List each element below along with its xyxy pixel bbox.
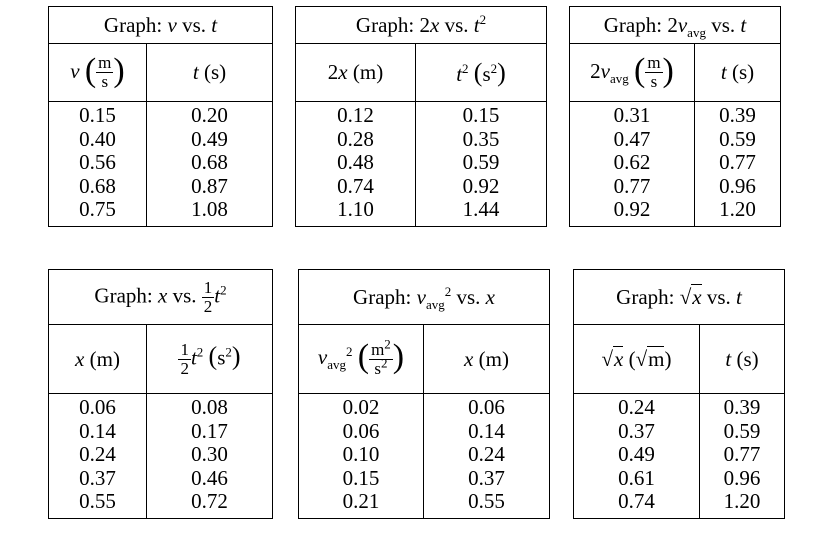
- column-values-half-t2: 0.08 0.17 0.30 0.46 0.72: [147, 394, 273, 519]
- column-values-2x: 0.12 0.28 0.48 0.74 1.10: [296, 102, 416, 227]
- table-vavg2-vs-x: [298, 269, 550, 519]
- table-title: Graph: 2x vs. $t^2$: [296, 7, 547, 44]
- table-2vavg-vs-t: [569, 6, 781, 227]
- table-sqrtx-vs-t: [573, 269, 785, 519]
- table-title: Graph: $v_{avg}^2$ vs. x: [299, 270, 550, 325]
- table-2x-vs-t2: [295, 6, 547, 227]
- table-title: Graph: v vs. t: [49, 7, 273, 44]
- column-header: $t^2$ $(s^2)$: [416, 44, 547, 102]
- column-values-t: 0.20 0.49 0.68 0.87 1.08: [147, 102, 273, 227]
- column-header: 2x (m): [296, 44, 416, 102]
- column-values-x: 0.06 0.14 0.24 0.37 0.55: [424, 394, 550, 519]
- column-header: $v_{avg}^2$ ( $\frac{m^2}{s^2}$ ): [299, 325, 424, 394]
- column-header: t (s): [147, 44, 273, 102]
- table-title: Graph: x vs. $\frac{1}{2}$ $t^2$: [49, 270, 273, 325]
- column-values-t2: 0.15 0.35 0.59 0.92 1.44: [416, 102, 547, 227]
- column-values-v: 0.15 0.40 0.56 0.68 0.75: [49, 102, 147, 227]
- column-header: $2v_{avg}$ ( $\frac{m}{s}$ ): [570, 44, 695, 102]
- table-title: Graph: √x vs. t: [574, 270, 785, 325]
- column-header: $\frac{1}{2}$ $t^2$ $(s^2)$: [147, 325, 273, 394]
- column-values-vavg2: 0.02 0.06 0.10 0.15 0.21: [299, 394, 424, 519]
- table-x-vs-half-t2: [48, 269, 273, 519]
- table-title: Graph: $2v_{avg}$ vs. t: [570, 7, 781, 44]
- column-values-2vavg: 0.31 0.47 0.62 0.77 0.92: [570, 102, 695, 227]
- column-header: √x (√m): [574, 325, 700, 394]
- column-header: t (s): [695, 44, 781, 102]
- column-values-sqrtx: 0.24 0.37 0.49 0.61 0.74: [574, 394, 700, 519]
- column-header: x (m): [424, 325, 550, 394]
- column-values-t: 0.39 0.59 0.77 0.96 1.20: [695, 102, 781, 227]
- column-header: x (m): [49, 325, 147, 394]
- column-values-t: 0.39 0.59 0.77 0.96 1.20: [700, 394, 785, 519]
- column-values-x: 0.06 0.14 0.24 0.37 0.55: [49, 394, 147, 519]
- column-header: t (s): [700, 325, 785, 394]
- table-v-vs-t: [48, 6, 273, 227]
- column-header: v ( $\frac{m}{s}$ ): [49, 44, 147, 102]
